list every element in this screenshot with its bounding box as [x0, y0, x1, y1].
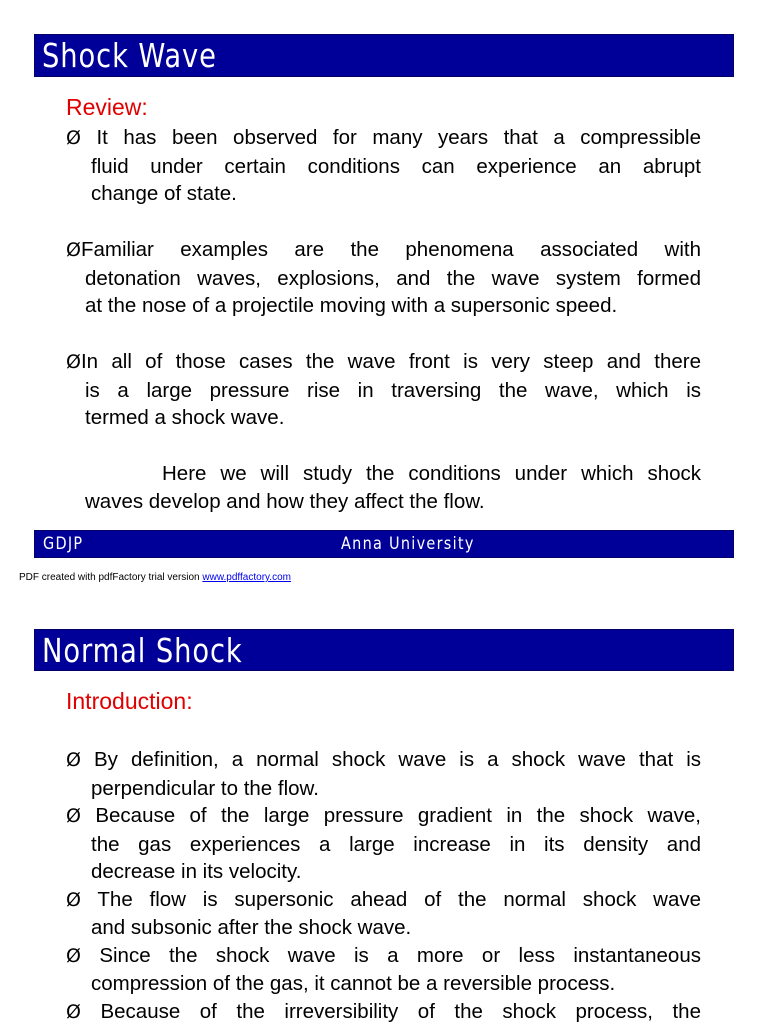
paragraph-line: termed a shock wave. [66, 404, 701, 432]
review-heading: Review: [66, 94, 148, 121]
list-item: Ø The flow is supersonic ahead of the normal shock wave [66, 886, 701, 915]
list-item: Ø Since the shock wave is a more or less instantaneous [66, 942, 701, 971]
bullet-icon: Ø [66, 945, 81, 967]
paragraph-line: Ø It has been observed for many years that a compressible [66, 124, 701, 153]
bullet-icon: Ø [66, 351, 81, 373]
bullet-icon: Ø [66, 127, 81, 149]
paragraph-line: fluid under certain conditions can experience an abrupt [66, 153, 701, 181]
paragraph-line: is a large pressure rise in traversing the wave, which is [66, 377, 701, 405]
list-item: Ø Because of the irreversibility of the shock process, the [66, 998, 701, 1026]
list-item-line: and subsonic after the shock wave. [66, 914, 701, 942]
slide-title-bar [34, 34, 734, 77]
list-item-line: perpendicular to the flow. [66, 775, 701, 803]
bullet-icon: Ø [66, 1001, 81, 1023]
list-item: Ø Because of the large pressure gradient in the shock wave, [66, 802, 701, 831]
list-item-line: decrease in its velocity. [66, 858, 701, 886]
paragraph-line: at the nose of a projectile moving with a supersonic speed. [66, 292, 701, 320]
bullet-icon: Ø [66, 889, 81, 911]
slide-title-bar [34, 629, 734, 671]
list-item-line: compression of the gas, it cannot be a reversible process. [66, 970, 701, 998]
bullet-icon: Ø [66, 239, 81, 261]
introduction-heading: Introduction: [66, 688, 193, 715]
paragraph-line: Here we will study the conditions under which shock [66, 460, 701, 488]
paragraph-observed [66, 124, 701, 208]
slide-title: Shock Wave [42, 37, 217, 75]
bullet-icon: Ø [66, 749, 81, 771]
paragraph-study [66, 460, 701, 515]
paragraph-line: ØFamiliar examples are the phenomena associated with [66, 236, 701, 265]
paragraph-line: change of state. [66, 180, 701, 208]
list-item: Ø By definition, a normal shock wave is a shock wave that is [66, 746, 701, 775]
paragraph-line: waves develop and how they affect the flow. [66, 488, 701, 516]
footer-institution: Anna University [341, 534, 475, 554]
bullet-icon: Ø [66, 805, 81, 827]
footer-author: GDJP [43, 534, 83, 554]
paragraph-line: ØIn all of those cases the wave front is very steep and there [66, 348, 701, 377]
bullet-list [66, 746, 701, 1026]
pdf-creator-note: PDF created with pdfFactory trial version www.pdffactory.com [19, 572, 291, 583]
slide-footer-bar [34, 530, 734, 558]
paragraph-examples [66, 236, 701, 320]
list-item-line: the gas experiences a large increase in its density and [66, 831, 701, 859]
paragraph-cases [66, 348, 701, 432]
pdffactory-link[interactable]: www.pdffactory.com [202, 572, 291, 583]
paragraph-line: detonation waves, explosions, and the wave system formed [66, 265, 701, 293]
slide-title: Normal Shock [42, 632, 243, 670]
